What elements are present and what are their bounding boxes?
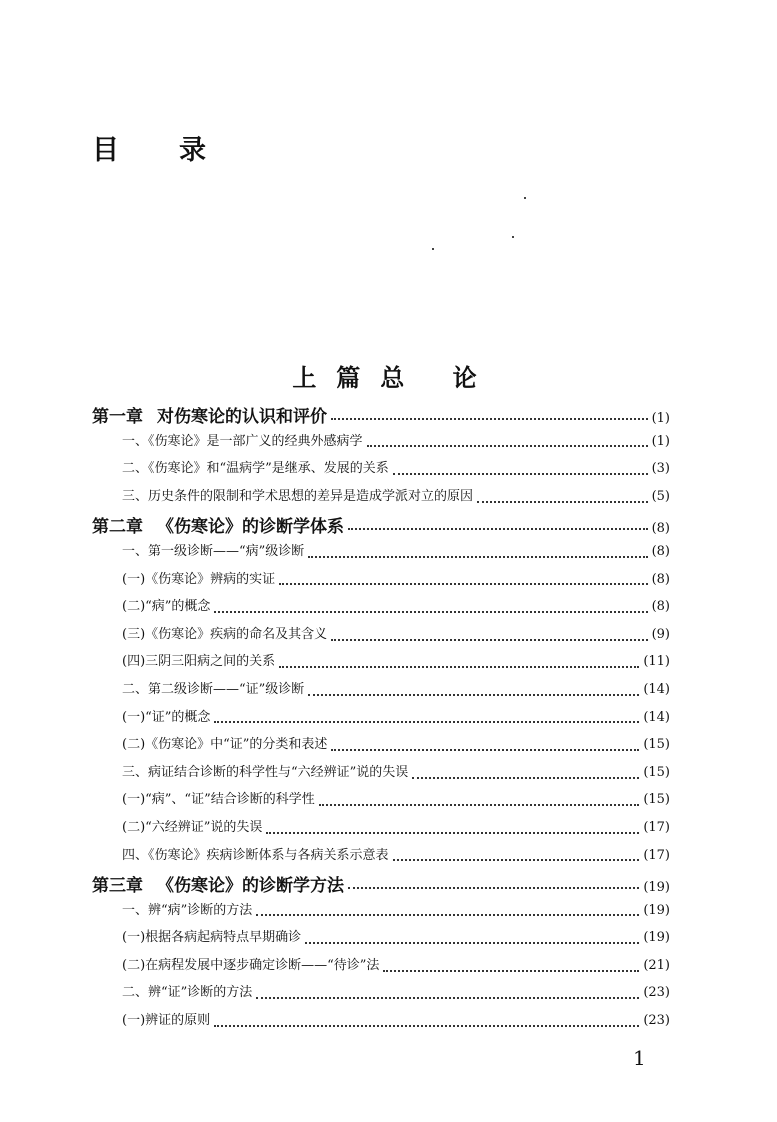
toc-label: 二、第二级诊断——“证”级诊断 bbox=[122, 681, 305, 697]
toc-page-ref: (1) bbox=[651, 411, 670, 426]
toc-entry-row bbox=[92, 650, 670, 678]
toc-page-ref: (11) bbox=[643, 654, 670, 670]
toc-page-ref: (15) bbox=[643, 737, 670, 753]
toc-page-ref: (9) bbox=[651, 626, 670, 642]
dot-leader bbox=[393, 473, 648, 475]
toc-page-ref: (19) bbox=[643, 880, 670, 896]
dot-leader bbox=[383, 970, 639, 972]
toc-label: (一)“证”的概念 bbox=[122, 709, 211, 725]
toc-label: 三、历史条件的限制和学术思想的差异是造成学派对立的原因 bbox=[122, 488, 474, 504]
toc-entry-row bbox=[92, 595, 670, 623]
chapter-number: 第二章 bbox=[92, 517, 143, 538]
toc-label: (一)辨证的原则 bbox=[122, 1013, 211, 1029]
toc-label: 二、《伤寒论》和“温病学”是继承、发展的关系 bbox=[122, 461, 389, 477]
toc-page-ref: (17) bbox=[643, 847, 670, 863]
toc-page-ref: (15) bbox=[643, 764, 670, 780]
toc-entry-row bbox=[92, 485, 670, 513]
toc-entry-row bbox=[92, 1009, 670, 1037]
toc-heading bbox=[92, 128, 206, 167]
dot-leader bbox=[319, 804, 640, 806]
toc-entry-row bbox=[92, 623, 670, 651]
dot-leader bbox=[393, 859, 640, 861]
dot-leader bbox=[308, 556, 647, 558]
page-number: 1 bbox=[633, 1046, 646, 1070]
toc-label: 一、《伤寒论》是一部广义的经典外感病学 bbox=[122, 433, 363, 449]
toc-label: (二)“病”的概念 bbox=[122, 599, 211, 615]
toc-entry-row bbox=[92, 816, 670, 844]
toc-page-ref: (19) bbox=[643, 902, 670, 918]
toc-label: (一)“病”、“证”结合诊断的科学性 bbox=[122, 792, 315, 808]
toc-page-ref: (23) bbox=[643, 985, 670, 1001]
toc-page-ref: (8) bbox=[651, 571, 670, 587]
toc-page-ref: (8) bbox=[651, 521, 670, 537]
toc-entry-row bbox=[92, 678, 670, 706]
toc-page-ref: (1) bbox=[651, 433, 670, 449]
toc-heading-left: 目 bbox=[92, 135, 119, 166]
toc-label: 二、辨“证”诊断的方法 bbox=[122, 985, 253, 1001]
toc-label: 四、《伤寒论》疾病诊断体系与各病关系示意表 bbox=[122, 847, 389, 863]
toc-label bbox=[92, 402, 327, 427]
dot-leader bbox=[256, 997, 639, 999]
toc-label: (一)根据各病起病特点早期确诊 bbox=[122, 930, 302, 946]
toc-label: 一、第一级诊断——“病”级诊断 bbox=[122, 543, 305, 559]
part-title: 上篇总 论 bbox=[292, 364, 497, 392]
toc-page-ref: (14) bbox=[643, 681, 670, 697]
toc-heading-right: 录 bbox=[179, 135, 206, 166]
dot-leader bbox=[348, 528, 648, 530]
toc-entry-row bbox=[92, 844, 670, 872]
toc-entry-row bbox=[92, 706, 670, 734]
toc-entry-row bbox=[92, 788, 670, 816]
chapter-number: 第一章 bbox=[92, 407, 143, 427]
toc-entry-row bbox=[92, 457, 670, 485]
toc-entry-row bbox=[92, 981, 670, 1009]
toc-label: (四)三阴三阳病之间的关系 bbox=[122, 654, 276, 670]
dot-leader bbox=[214, 721, 639, 723]
toc-entry-row bbox=[92, 540, 670, 568]
toc-label: (二)在病程发展中逐步确定诊断——“待诊”法 bbox=[122, 957, 380, 973]
toc-page-ref: (8) bbox=[651, 543, 670, 559]
toc-entry-row bbox=[92, 733, 670, 761]
dot-leader bbox=[279, 666, 639, 668]
toc-entry-row bbox=[92, 899, 670, 927]
dot-leader bbox=[256, 914, 639, 916]
chapter-title: 《伤寒论》的诊断学方法 bbox=[157, 876, 344, 897]
toc-page-ref: (5) bbox=[651, 488, 670, 504]
toc-label: (二)“六经辨证”说的失误 bbox=[122, 819, 263, 835]
toc-label: (二)《伤寒论》中“证”的分类和表述 bbox=[122, 737, 328, 753]
toc-entry-row bbox=[92, 430, 670, 458]
toc-entry-row bbox=[92, 954, 670, 982]
table-of-contents bbox=[92, 402, 670, 1037]
dot-leader bbox=[477, 501, 648, 503]
toc-label: 三、病证结合诊断的科学性与“六经辨证”说的失误 bbox=[122, 764, 409, 780]
dot-leader bbox=[214, 1025, 639, 1027]
dot-leader bbox=[331, 749, 639, 751]
toc-label bbox=[92, 871, 344, 896]
toc-page-ref: (19) bbox=[643, 930, 670, 946]
toc-page-ref: (3) bbox=[651, 461, 670, 477]
toc-chapter-row bbox=[92, 871, 670, 899]
dot-leader bbox=[367, 445, 648, 447]
dot-leader bbox=[214, 611, 647, 613]
toc-page-ref: (21) bbox=[643, 957, 670, 973]
dot-leader bbox=[331, 418, 648, 420]
dot-leader bbox=[266, 832, 639, 834]
toc-entry-row bbox=[92, 568, 670, 596]
chapter-title: 《伤寒论》的诊断学体系 bbox=[157, 517, 344, 538]
toc-chapter-row bbox=[92, 402, 670, 430]
chapter-title: 对伤寒论的认识和评价 bbox=[157, 407, 327, 427]
dot-leader bbox=[305, 942, 639, 944]
toc-label: (三)《伤寒论》疾病的命名及其含义 bbox=[122, 626, 328, 642]
toc-entry-row bbox=[92, 761, 670, 789]
toc-label bbox=[92, 512, 344, 537]
toc-chapter-row bbox=[92, 512, 670, 540]
toc-page-ref: (15) bbox=[643, 792, 670, 808]
toc-page-ref: (14) bbox=[643, 709, 670, 725]
toc-page-ref: (8) bbox=[651, 599, 670, 615]
toc-label: (一)《伤寒论》辨病的实证 bbox=[122, 571, 276, 587]
chapter-number: 第三章 bbox=[92, 876, 143, 897]
dot-leader bbox=[308, 694, 639, 696]
dot-leader bbox=[348, 887, 639, 889]
toc-entry-row bbox=[92, 926, 670, 954]
toc-page-ref: (17) bbox=[643, 819, 670, 835]
toc-page-ref: (23) bbox=[643, 1013, 670, 1029]
dot-leader bbox=[412, 777, 639, 779]
dot-leader bbox=[331, 639, 647, 641]
toc-label: 一、辨“病”诊断的方法 bbox=[122, 902, 253, 918]
dot-leader bbox=[279, 583, 647, 585]
